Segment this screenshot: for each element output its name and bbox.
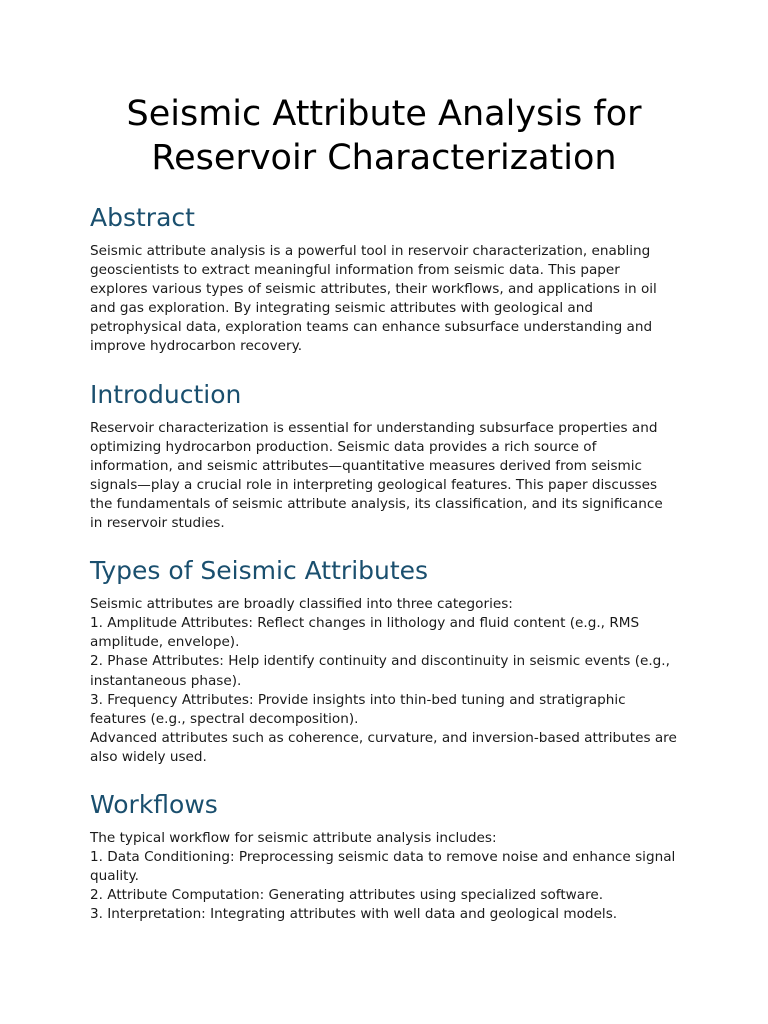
abstract-section bbox=[90, 203, 678, 357]
types-section bbox=[90, 556, 678, 767]
types-body bbox=[90, 595, 678, 767]
types-list-item-phase: 2. Phase Attributes: Help identify continuity and discontinuity in seismic events (e.g., instantaneous phase). bbox=[90, 653, 670, 689]
introduction-section bbox=[90, 380, 678, 534]
types-list-item-amplitude: 1. Amplitude Attributes: Reflect changes in lithology and fluid content (e.g., RMS amplitude, envelope). bbox=[90, 615, 640, 651]
types-list-item-frequency: 3. Frequency Attributes: Provide insights into thin-bed tuning and stratigraphic features (e.g., spectral decomposition). bbox=[90, 691, 626, 727]
types-intro-line: Seismic attributes are broadly classified into three categories: bbox=[90, 596, 513, 613]
workflows-list-item-interpretation: 3. Interpretation: Integrating attributes with well data and geological models. bbox=[90, 906, 618, 923]
workflows-list-item-conditioning: 1. Data Conditioning: Preprocessing seismic data to remove noise and enhance signal quality. bbox=[90, 849, 676, 885]
workflows-intro-line: The typical workflow for seismic attribute analysis includes: bbox=[90, 829, 497, 846]
workflows-section bbox=[90, 790, 678, 924]
workflows-heading: Workflows bbox=[90, 789, 218, 819]
abstract-heading: Abstract bbox=[90, 203, 195, 232]
workflows-body bbox=[90, 829, 678, 924]
types-heading: Types of Seismic Attributes bbox=[90, 556, 429, 586]
types-advanced-line: Advanced attributes such as coherence, curvature, and inversion-based attributes are also widely used. bbox=[90, 729, 677, 765]
abstract-body: Seismic attribute analysis is a powerful tool in reservoir characterization, enabling geoscientists to extract meaningful information from seismic data. This paper explores various types of seismic attributes, their workflows, and applications in oil and gas exploration. By integrating seismic attributes with geological and petrophysical data, exploration teams can enhance subsurface understanding and improve hydrocarbon recovery. bbox=[90, 243, 657, 355]
introduction-body: Reservoir characterization is essential for understanding subsurface properties and optimizing hydrocarbon production. Seismic data provides a rich source of information, and seismic attributes—quantitative measures derived from seismic signals—play a crucial role in interpreting geological features. This paper discusses the fundamentals of seismic attribute analysis, its classification, and its significance in reservoir studies. bbox=[90, 419, 663, 532]
workflows-list-item-computation: 2. Attribute Computation: Generating attributes using specialized software. bbox=[90, 887, 604, 904]
document-title: Seismic Attribute Analysis for Reservoir Characterization bbox=[126, 94, 642, 178]
introduction-heading: Introduction bbox=[90, 379, 242, 409]
